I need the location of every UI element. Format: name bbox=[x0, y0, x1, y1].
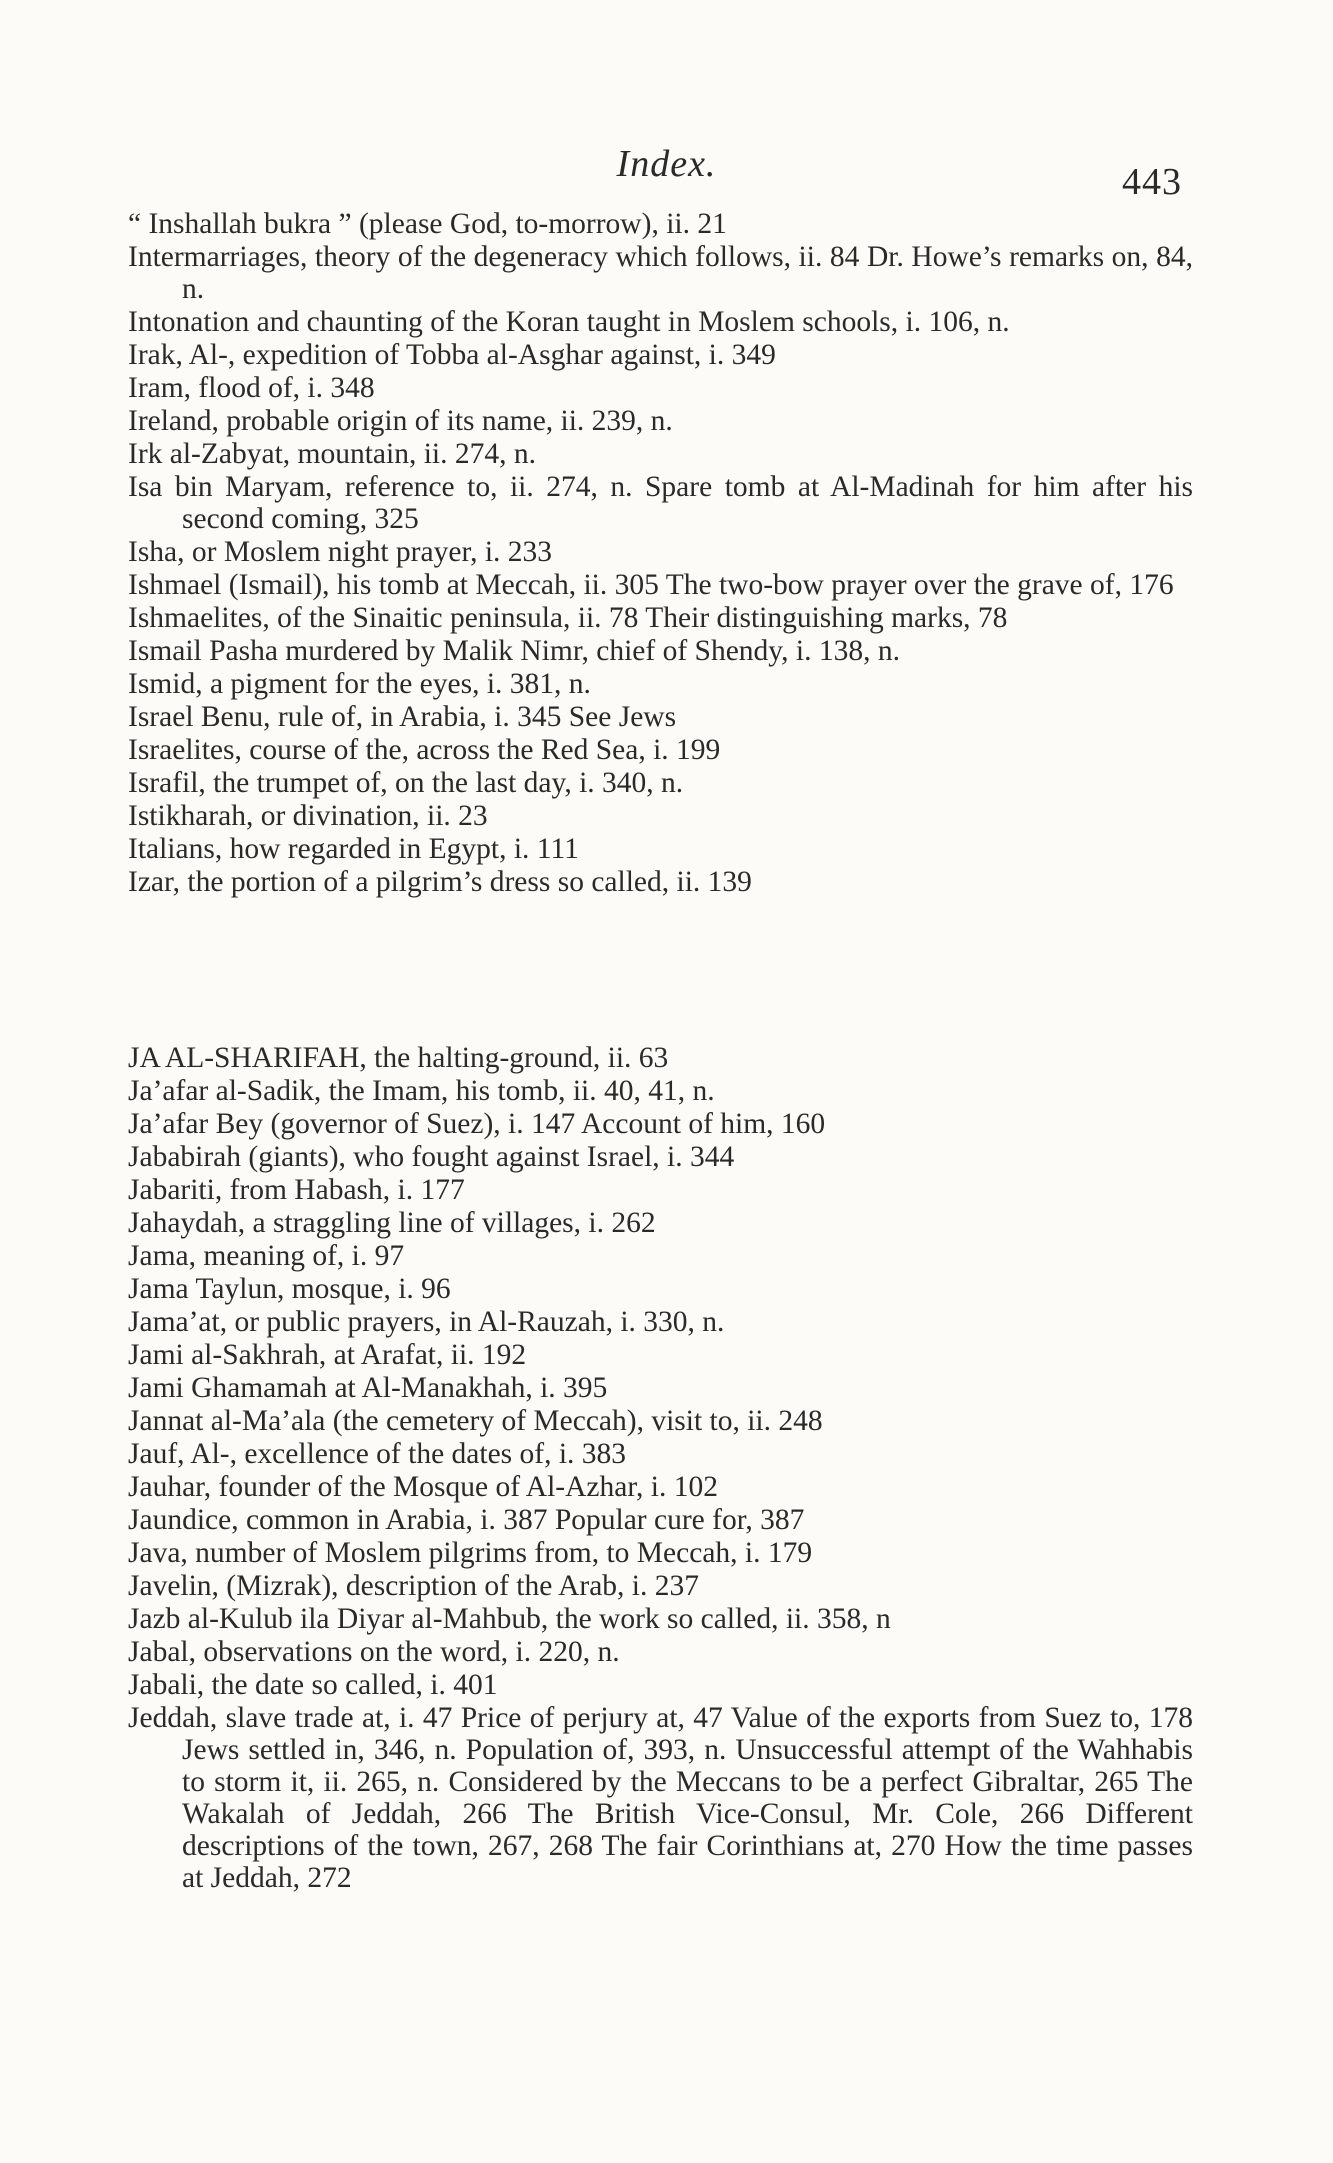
index-entry: Iram, flood of, i. 348 bbox=[128, 372, 375, 404]
index-entry: Izar, the portion of a pilgrim’s dress so called, ii. 139 bbox=[128, 866, 752, 898]
index-entry: Ismail Pasha murdered by Malik Nimr, chief of Shendy, i. 138, n. bbox=[128, 635, 900, 667]
index-entry: Ismid, a pigment for the eyes, i. 381, n. bbox=[128, 668, 591, 700]
index-entry: Jannat al-Ma’ala (the cemetery of Meccah), visit to, ii. 248 bbox=[128, 1405, 823, 1437]
index-entry: Intermarriages, theory of the degeneracy which follows, ii. 84 Dr. Howe’s remarks on, 84, n. bbox=[128, 241, 1193, 305]
index-entry: Israelites, course of the, across the Red Sea, i. 199 bbox=[128, 734, 721, 766]
index-entry: Jabariti, from Habash, i. 177 bbox=[128, 1174, 465, 1206]
index-entry: Jami Ghamamah at Al-Manakhah, i. 395 bbox=[128, 1372, 608, 1404]
index-entry: Jeddah, slave trade at, i. 47 Price of perjury at, 47 Value of the exports from Suez to, 178 Jews settled in, 346, n. Population of, 393, n. Unsuccessful attempt of the Wahhabis to storm it, ii. 265, n. Considered by the Meccans to be a perfect Gibraltar, 265 The Wakalah of Jeddah, 266 The British Vice-Consul, Mr. Cole, 266 Different descriptions of the town, 267, 268 The fair Corinthians at, 270 How the time passes at Jeddah, 272 bbox=[128, 1702, 1193, 1894]
index-entry: Ishmaelites, of the Sinaitic peninsula, ii. 78 Their distinguishing marks, 78 bbox=[128, 602, 1008, 634]
index-entry: Jami al-Sakhrah, at Arafat, ii. 192 bbox=[128, 1339, 527, 1371]
index-entry: Irak, Al-, expedition of Tobba al-Asghar against, i. 349 bbox=[128, 339, 776, 371]
index-entry: Ja’afar Bey (governor of Suez), i. 147 Account of him, 160 bbox=[128, 1108, 826, 1140]
index-entry: Jababirah (giants), who fought against Israel, i. 344 bbox=[128, 1141, 735, 1173]
index-entry: Israfil, the trumpet of, on the last day, i. 340, n. bbox=[128, 767, 684, 799]
index-entry: Jama’at, or public prayers, in Al-Rauzah, i. 330, n. bbox=[128, 1306, 725, 1338]
index-entry: Intonation and chaunting of the Koran taught in Moslem schools, i. 106, n. bbox=[128, 306, 1010, 338]
index-entry: Israel Benu, rule of, in Arabia, i. 345 See Jews bbox=[128, 701, 677, 733]
index-entry: Ireland, probable origin of its name, ii. 239, n. bbox=[128, 405, 673, 437]
index-entry: Isha, or Moslem night prayer, i. 233 bbox=[128, 536, 553, 568]
index-entry: JA AL-SHARIFAH, the halting-ground, ii. 63 bbox=[128, 1042, 669, 1074]
index-section-j bbox=[128, 1042, 1193, 1895]
index-entry: Java, number of Moslem pilgrims from, to Meccah, i. 179 bbox=[128, 1537, 813, 1569]
index-entry: Jazb al-Kulub ila Diyar al-Mahbub, the work so called, ii. 358, n bbox=[128, 1603, 891, 1635]
page-number: 443 bbox=[1122, 161, 1182, 203]
index-entry: Irk al-Zabyat, mountain, ii. 274, n. bbox=[128, 438, 536, 470]
index-entry: Jabali, the date so called, i. 401 bbox=[128, 1669, 498, 1701]
index-entry: “ Inshallah bukra ” (please God, to-morrow), ii. 21 bbox=[128, 208, 727, 240]
index-entry: Istikharah, or divination, ii. 23 bbox=[128, 800, 488, 832]
index-section-i bbox=[128, 208, 1193, 899]
index-entry: Jaundice, common in Arabia, i. 387 Popular cure for, 387 bbox=[128, 1504, 805, 1536]
index-entry: Javelin, (Mizrak), description of the Arab, i. 237 bbox=[128, 1570, 700, 1602]
index-entry: Jama Taylun, mosque, i. 96 bbox=[128, 1273, 451, 1305]
index-entry: Jauf, Al-, excellence of the dates of, i. 383 bbox=[128, 1438, 627, 1470]
index-entry: Italians, how regarded in Egypt, i. 111 bbox=[128, 833, 579, 865]
index-entry: Isa bin Maryam, reference to, ii. 274, n. Spare tomb at Al-Madinah for him after his second coming, 325 bbox=[128, 471, 1193, 535]
index-entry: Ishmael (Ismail), his tomb at Meccah, ii. 305 The two-bow prayer over the grave of, 176 bbox=[128, 569, 1174, 601]
index-entry: Jama, meaning of, i. 97 bbox=[128, 1240, 405, 1272]
index-entry: Jauhar, founder of the Mosque of Al-Azhar, i. 102 bbox=[128, 1471, 718, 1503]
index-entry: Ja’afar al-Sadik, the Imam, his tomb, ii. 40, 41, n. bbox=[128, 1075, 715, 1107]
index-entry: Jabal, observations on the word, i. 220, n. bbox=[128, 1636, 620, 1668]
index-entry: Jahaydah, a straggling line of villages, i. 262 bbox=[128, 1207, 656, 1239]
running-header-title: Index. bbox=[616, 143, 717, 185]
